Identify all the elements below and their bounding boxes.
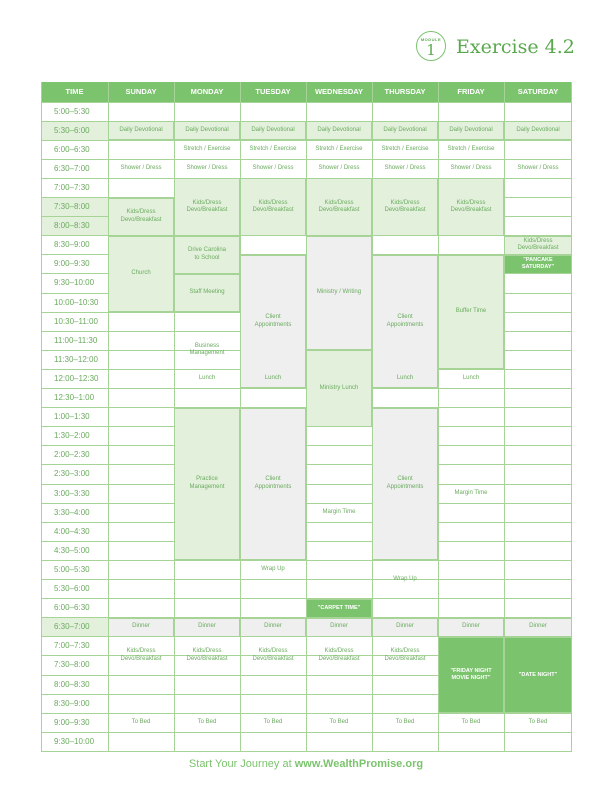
schedule-event[interactable]: Stretch / Exercise	[183, 145, 231, 152]
schedule-event[interactable]: "PANCAKE SATURDAY"	[504, 255, 572, 274]
schedule-event[interactable]: Daily Devotional	[438, 121, 504, 140]
schedule-event[interactable]: Church	[108, 236, 174, 312]
time-slot: 8:30–9:00	[54, 240, 90, 250]
schedule-event[interactable]: "CARPET TIME"	[306, 599, 372, 618]
schedule-event[interactable]: Dinner	[108, 618, 174, 637]
schedule-event[interactable]: Daily Devotional	[240, 121, 306, 140]
schedule-event[interactable]: Daily Devotional	[108, 121, 174, 140]
schedule-event[interactable]: Shower / Dress	[120, 165, 162, 172]
schedule-grid	[41, 82, 572, 753]
schedule-event[interactable]: Kids/Dress Devo/Breakfast	[372, 178, 438, 235]
schedule-event[interactable]: Shower / Dress	[517, 165, 559, 172]
column-header: SUNDAY	[108, 82, 174, 102]
time-slot: 6:00–6:30	[54, 603, 90, 613]
schedule-event[interactable]: Lunch	[198, 375, 216, 382]
time-slot: 5:30–6:00	[41, 121, 108, 140]
schedule-event[interactable]: To Bed	[395, 718, 415, 725]
time-slot: 1:00–1:30	[54, 412, 90, 422]
schedule-event[interactable]: Dinner	[372, 618, 438, 637]
schedule-event[interactable]: To Bed	[528, 718, 548, 725]
time-slot: 8:30–9:00	[54, 698, 90, 708]
schedule-event[interactable]: Dinner	[174, 618, 240, 637]
schedule-event[interactable]: Client Appointments	[240, 408, 306, 561]
schedule-event[interactable]: To Bed	[461, 718, 481, 725]
schedule-event[interactable]: Margin Time	[454, 489, 488, 496]
time-slot: 4:30–5:00	[54, 545, 90, 555]
time-slot: 5:00–5:30	[54, 106, 90, 116]
module-number: 1	[426, 41, 436, 59]
time-slot: 7:30–8:00	[54, 660, 90, 670]
schedule-event[interactable]: Client Appointments	[372, 255, 438, 389]
schedule-event[interactable]: To Bed	[263, 718, 283, 725]
footer-prefix: Start Your Journey at	[188, 758, 295, 770]
time-slot: 2:00–2:30	[54, 450, 90, 460]
schedule-event[interactable]: Lunch	[264, 375, 282, 382]
module-badge	[416, 31, 446, 61]
schedule-event[interactable]: Daily Devotional	[174, 121, 240, 140]
schedule-event[interactable]: Kids/Dress Devo/Breakfast	[108, 198, 174, 236]
footer	[0, 758, 612, 770]
schedule-event[interactable]: "DATE NIGHT"	[504, 637, 572, 713]
schedule-event[interactable]: Stretch / Exercise	[447, 145, 495, 152]
schedule-event[interactable]: Daily Devotional	[372, 121, 438, 140]
time-slot: 10:00–10:30	[54, 297, 99, 307]
column-header: THURSDAY	[372, 82, 438, 102]
page-title: Exercise 4.2	[456, 36, 575, 58]
time-slot: 9:30–10:00	[54, 736, 95, 746]
time-slot: 12:30–1:00	[54, 393, 95, 403]
time-slot: 9:00–9:30	[54, 717, 90, 727]
schedule-event[interactable]: Shower / Dress	[318, 165, 360, 172]
time-slot: 6:30–7:00	[54, 163, 90, 173]
time-slot: 4:00–4:30	[54, 526, 90, 536]
column-header: WEDNESDAY	[306, 82, 372, 102]
schedule-event[interactable]: Stretch / Exercise	[315, 145, 363, 152]
time-slot: 9:30–10:00	[54, 278, 95, 288]
schedule-event[interactable]: Client Appointments	[372, 408, 438, 561]
time-slot: 8:00–8:30	[41, 217, 108, 236]
schedule-event[interactable]: Wrap Up	[261, 566, 285, 573]
schedule-event[interactable]: Buffer Time	[438, 255, 504, 370]
time-slot: 3:00–3:30	[54, 488, 90, 498]
column-header: TIME	[41, 82, 108, 102]
schedule-event[interactable]: Kids/Dress Devo/Breakfast	[504, 236, 572, 255]
schedule-event[interactable]: Stretch / Exercise	[249, 145, 297, 152]
schedule-event[interactable]: Lunch	[462, 375, 480, 382]
column-header: FRIDAY	[438, 82, 504, 102]
schedule-event[interactable]: Drive Carolina to School	[174, 236, 240, 274]
schedule-event[interactable]: Practice Management	[174, 408, 240, 561]
column-header: MONDAY	[174, 82, 240, 102]
time-slot: 5:00–5:30	[54, 564, 90, 574]
time-slot: 6:00–6:30	[54, 144, 90, 154]
schedule-event[interactable]: Ministry / Writing	[306, 236, 372, 351]
schedule-event[interactable]: To Bed	[329, 718, 349, 725]
schedule-event[interactable]: Margin Time	[322, 508, 356, 515]
grid-line	[41, 751, 572, 752]
schedule-event[interactable]: Kids/Dress Devo/Breakfast	[174, 178, 240, 235]
time-slot: 7:30–8:00	[41, 198, 108, 217]
time-slot: 7:00–7:30	[54, 182, 90, 192]
time-slot: 12:00–12:30	[54, 373, 99, 383]
time-slot: 3:30–4:00	[54, 507, 90, 517]
schedule-event[interactable]: Kids/Dress Devo/Breakfast	[384, 648, 426, 662]
schedule-event[interactable]: Dinner	[306, 618, 372, 637]
schedule-event[interactable]: Kids/Dress Devo/Breakfast	[120, 648, 162, 662]
grid-line	[41, 82, 42, 751]
schedule-event[interactable]: Kids/Dress Devo/Breakfast	[438, 178, 504, 235]
schedule-event[interactable]: Dinner	[504, 618, 572, 637]
time-slot: 8:00–8:30	[54, 679, 90, 689]
column-header: TUESDAY	[240, 82, 306, 102]
schedule-event[interactable]: Stretch / Exercise	[381, 145, 429, 152]
time-slot: 7:00–7:30	[54, 641, 90, 651]
time-slot: 11:30–12:00	[54, 354, 98, 364]
schedule-event[interactable]: Kids/Dress Devo/Breakfast	[252, 648, 294, 662]
schedule-event[interactable]: Daily Devotional	[504, 121, 572, 140]
module-label: MODULE	[420, 37, 442, 42]
time-slot: 9:00–9:30	[54, 259, 90, 269]
schedule-event[interactable]: To Bed	[197, 718, 217, 725]
time-slot: 6:30–7:00	[41, 618, 108, 637]
schedule-event[interactable]: Wrap Up	[393, 575, 417, 582]
schedule-event[interactable]: Shower / Dress	[252, 165, 294, 172]
schedule-event[interactable]: Shower / Dress	[384, 165, 426, 172]
schedule-event[interactable]: To Bed	[131, 718, 151, 725]
schedule-event[interactable]: Ministry Lunch	[306, 350, 372, 426]
schedule-event[interactable]: Kids/Dress Devo/Breakfast	[186, 648, 228, 662]
schedule-event[interactable]: Staff Meeting	[174, 274, 240, 312]
schedule-event[interactable]: Business Management	[189, 342, 225, 357]
time-slot: 10:30–11:00	[54, 316, 98, 326]
schedule-event[interactable]: "FRIDAY NIGHT MOVIE NIGHT"	[438, 637, 504, 713]
time-slot: 1:30–2:00	[54, 431, 90, 441]
schedule-event[interactable]: Kids/Dress Devo/Breakfast	[306, 178, 372, 235]
footer-link[interactable]: www.WealthPromise.org	[294, 758, 424, 770]
schedule-event[interactable]: Dinner	[438, 618, 504, 637]
schedule-event[interactable]: Daily Devotional	[306, 121, 372, 140]
time-slot: 2:30–3:00	[54, 469, 90, 479]
schedule-event[interactable]: Shower / Dress	[450, 165, 492, 172]
time-slot: 5:30–6:00	[54, 584, 90, 594]
schedule-event[interactable]: Lunch	[396, 375, 414, 382]
schedule-event[interactable]: Client Appointments	[240, 255, 306, 389]
schedule-event[interactable]: Kids/Dress Devo/Breakfast	[318, 648, 360, 662]
time-slot: 11:00–11:30	[54, 335, 98, 345]
schedule-event[interactable]: Kids/Dress Devo/Breakfast	[240, 178, 306, 235]
grid-line	[41, 102, 572, 103]
schedule-event[interactable]: Shower / Dress	[186, 165, 228, 172]
column-header: SATURDAY	[504, 82, 572, 102]
schedule-event[interactable]: Dinner	[240, 618, 306, 637]
